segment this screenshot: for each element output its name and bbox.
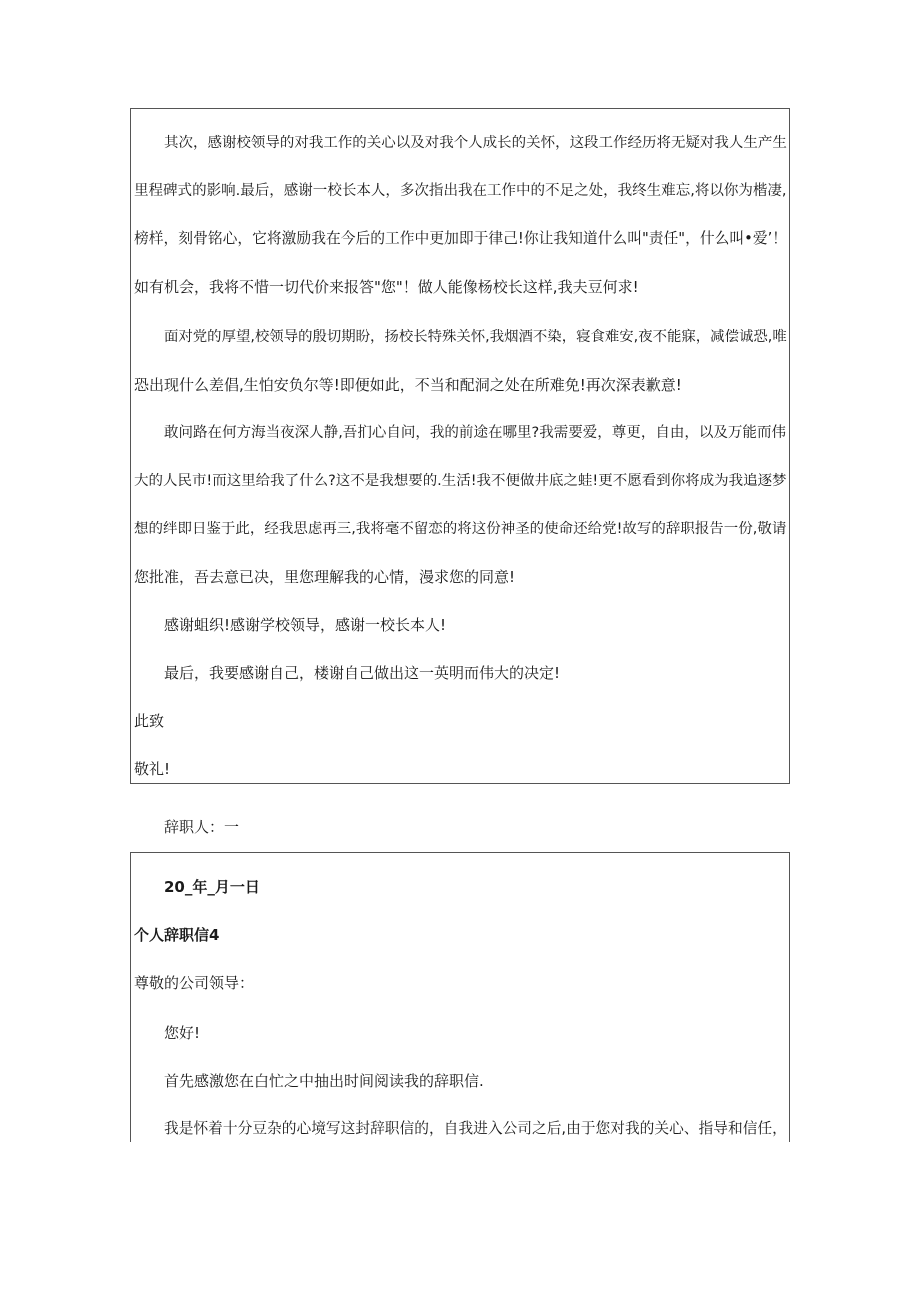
paragraph-line: 其次，感谢校领导的对我工作的关心以及对我个人成长的关怀，这段工作经历将无疑对我人生产生: [164, 135, 787, 151]
paragraph-line: 敢问路在何方海当夜深人静,吾扪心自问，我的前途在哪里?我需要爱，尊更，自由，以及万能而伟: [164, 425, 786, 441]
paragraph-line: 恐出现什么差倡,生怕安负尔等!即便如此，不当和配洞之处在所难免!再次深表歉意!: [134, 376, 682, 394]
closing-line: 敬礼!: [134, 760, 171, 778]
paragraph-line: 想的绊即日鉴于此，经我思虑再三,我将毫不留恋的将这份神圣的使命还给党!故写的辞职报告一份,敬请: [134, 521, 787, 537]
salutation: 尊敬的公司领导：: [134, 974, 255, 992]
date-line: 20_年_月一日: [164, 878, 260, 896]
letter-section-box: [130, 852, 790, 1142]
paragraph-line: 里程碑式的影响.最后，感谢一校长本人，多次指出我在工作中的不足之处，我终生难忘,将以你为楷凄,: [134, 183, 787, 199]
letter-title: 个人辞职信4: [134, 926, 220, 944]
paragraph-line: 面对党的厚望,校领导的殷切期盼，扬校长特殊关怀,我烟酒不染，寝食难安,夜不能寐，减偿诚恐,唯: [164, 329, 787, 345]
paragraph-line: 最后，我要感谢自己，楼谢自己做出这一英明而伟大的决定!: [164, 664, 561, 682]
paragraph-line: 您批准，吾去意已决，里您理解我的心情，漫求您的同意!: [134, 568, 516, 586]
paragraph-line: 感谢蛆织!感谢学校领导，感谢一校长本人!: [164, 616, 447, 634]
closing-line: 此致: [134, 712, 165, 730]
signature-line: 辞职人：一: [164, 818, 240, 836]
paragraph-line: 大的人民市!而这里给我了什么?这不是我想要的.生活!我不便做井底之蛙!更不愿看到你将成为我追逐梦: [134, 473, 787, 489]
paragraph-line: 如有机会，我将不惜一切代价来报答"您"！做人能像杨校长这样,我夫豆何求!: [134, 278, 639, 296]
paragraph-line: 榜样，刻骨铭心，它将激励我在今后的工作中更加即于律己!你让我知道什么叫"责任"，什么叫•爱’！: [134, 230, 788, 247]
paragraph-line: 我是怀着十分豆杂的心境写这封辞职信的，自我进入公司之后,由于您对我的关心、指导和信任，: [164, 1120, 787, 1137]
paragraph-line: 首先感激您在白忙之中抽出时间阅读我的辞职信.: [164, 1072, 484, 1090]
greeting: 您好!: [164, 1024, 201, 1042]
letter-section-box: [130, 108, 790, 784]
